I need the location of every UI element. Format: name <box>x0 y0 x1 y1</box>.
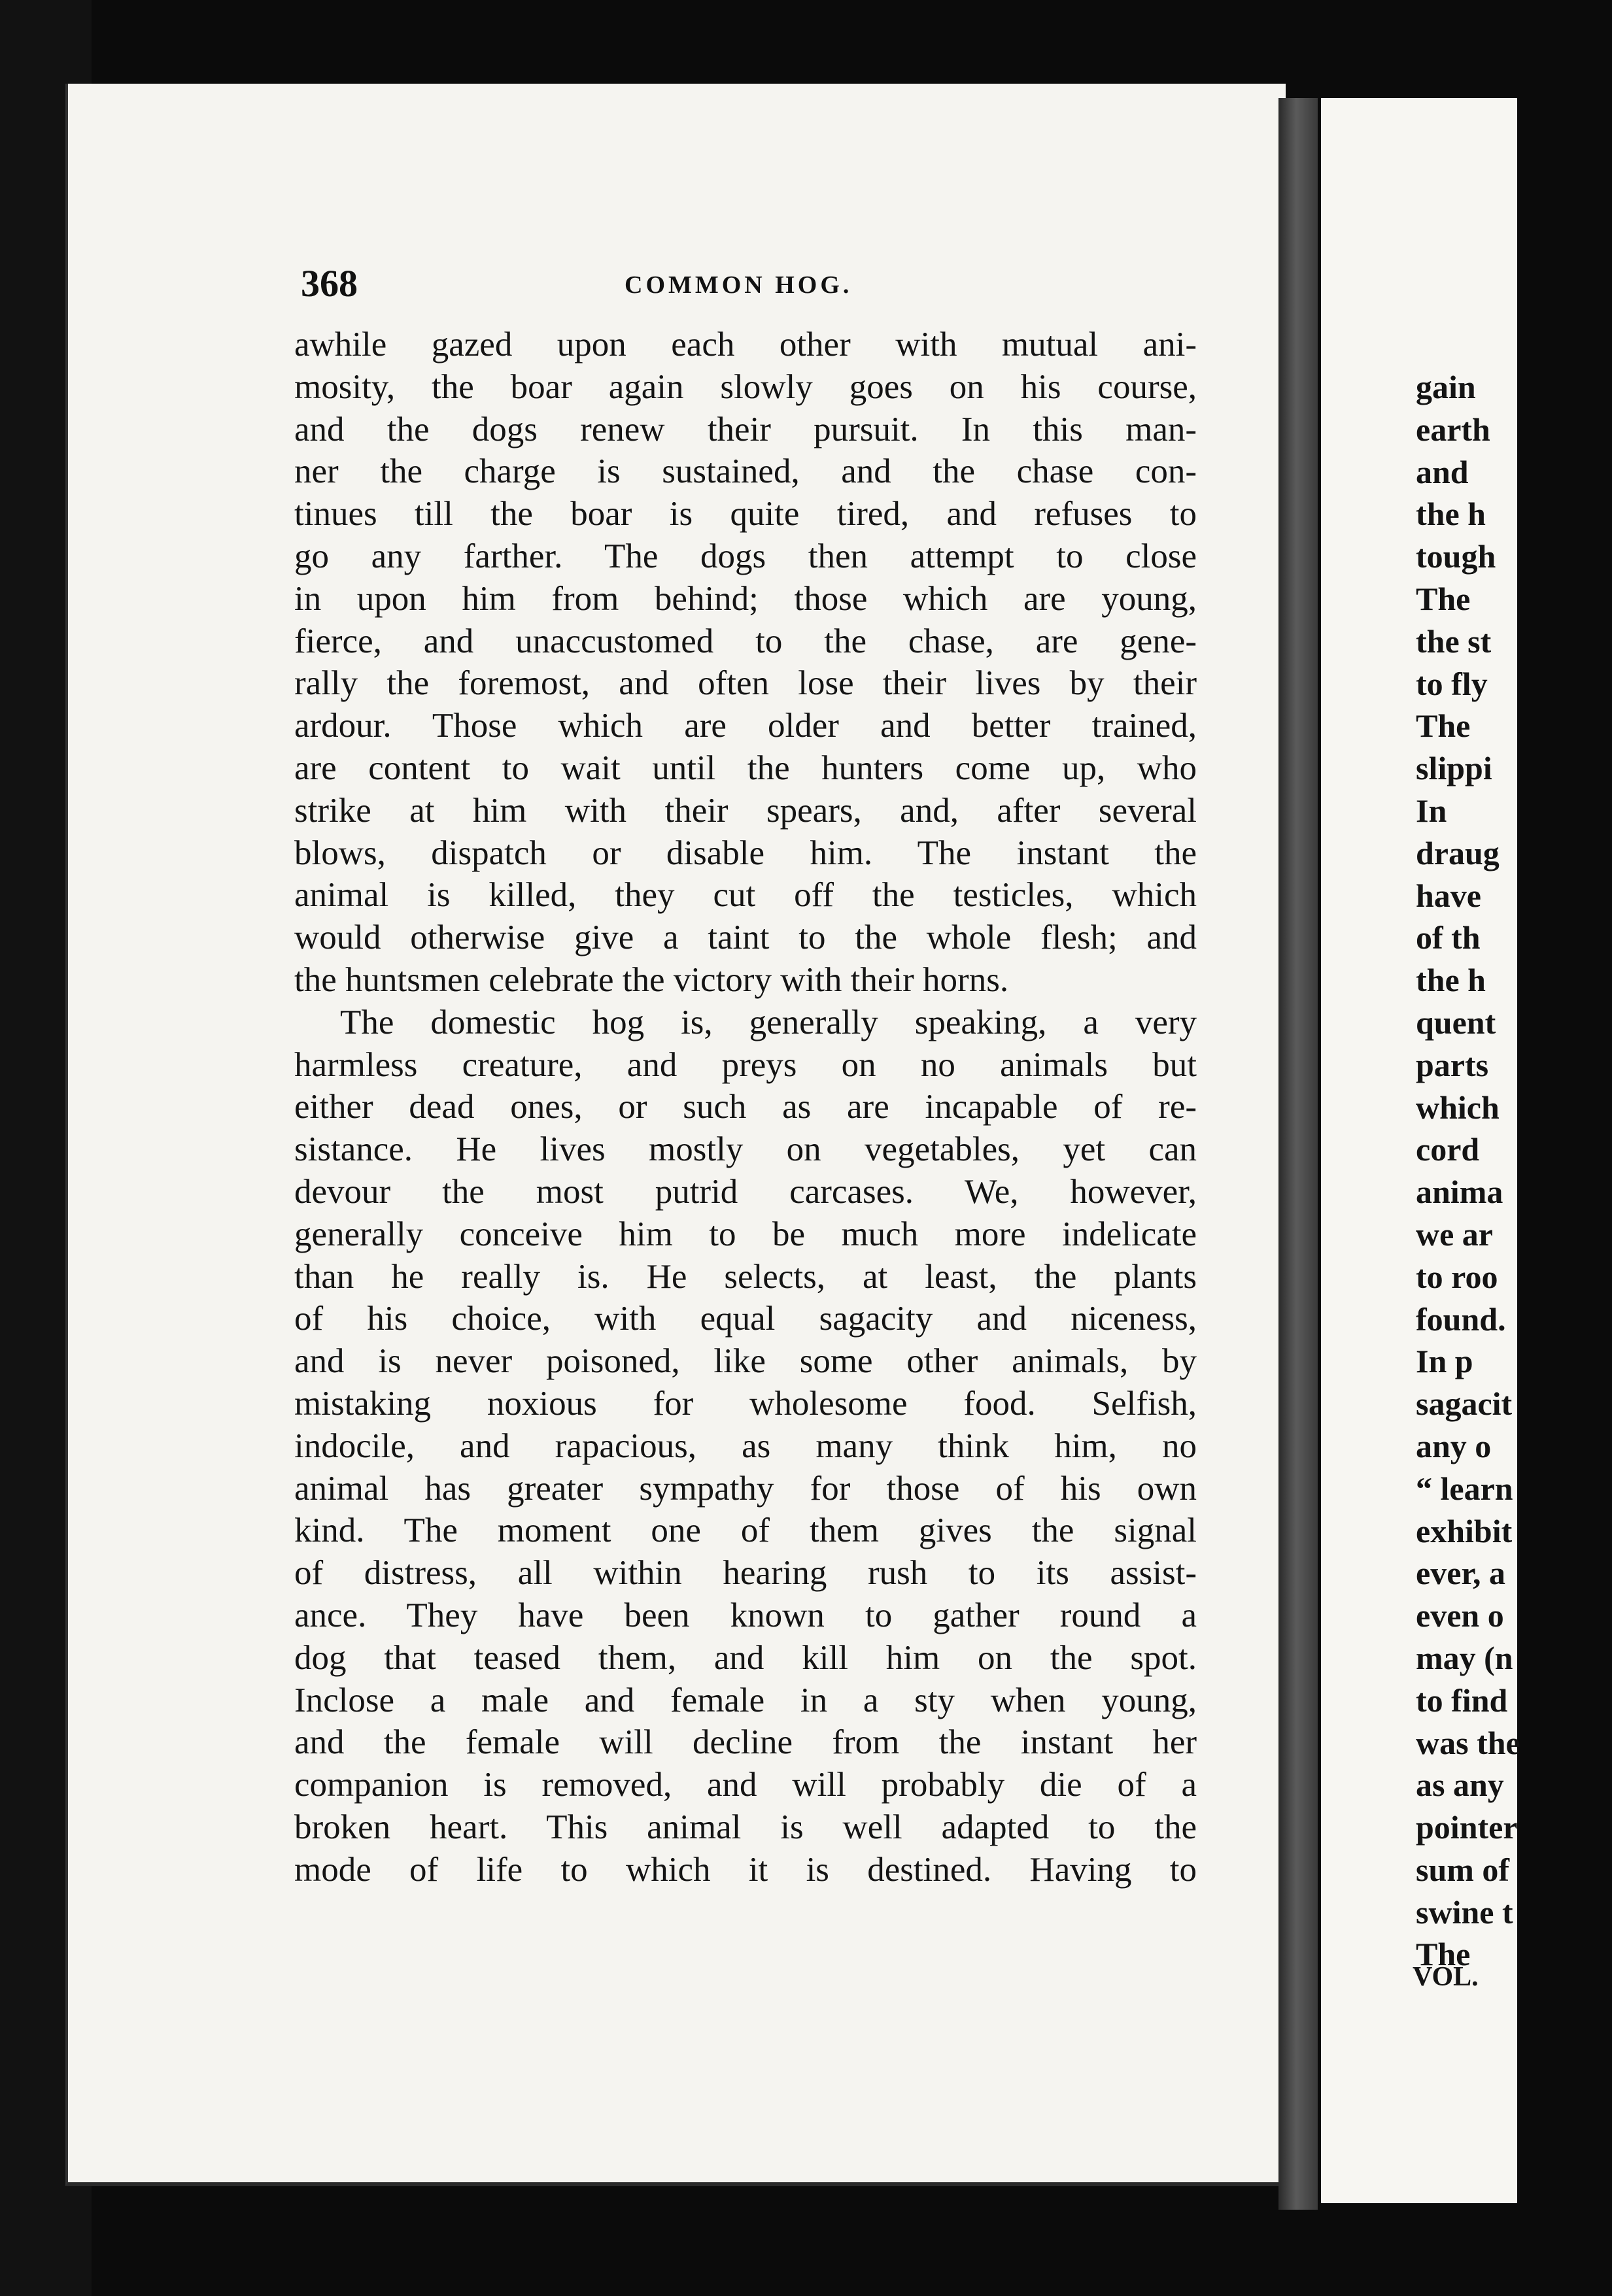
running-title: COMMON HOG. <box>625 271 853 299</box>
text-line: either dead ones, or such as are incapable of re- <box>294 1088 1197 1126</box>
text-line: the huntsmen celebrate the victory with their horns. <box>294 960 1009 999</box>
right-text-line: to fly <box>1416 665 1488 702</box>
text-line: are content to wait until the hunters come up, who <box>294 749 1197 787</box>
right-text-line: the st <box>1416 622 1492 660</box>
right-text-line: as any <box>1416 1766 1504 1804</box>
right-text-line: parts <box>1416 1046 1489 1083</box>
right-text-line: In p <box>1416 1343 1473 1380</box>
text-line: companion is removed, and will probably die of a <box>294 1766 1197 1804</box>
text-line: would otherwise give a taint to the whole flesh; and <box>294 919 1197 957</box>
right-text-line: even o <box>1416 1597 1504 1634</box>
text-line: tinues till the boar is quite tired, and refuses to <box>294 495 1197 533</box>
right-text-line: ever, a <box>1416 1555 1505 1592</box>
text-line: dog that teased them, and kill him on the spot. <box>294 1638 1197 1677</box>
text-line: ardour. Those which are older and better trained, <box>294 707 1197 745</box>
right-text-line: quent <box>1416 1004 1496 1041</box>
right-text-line: was the <box>1416 1724 1520 1761</box>
right-text-line: the h <box>1416 962 1486 999</box>
right-text-line: anima <box>1416 1173 1503 1211</box>
text-line: Inclose a male and female in a sty when young, <box>294 1681 1197 1719</box>
right-text-line: pointer <box>1416 1809 1518 1846</box>
right-text-line: slippi <box>1416 750 1492 787</box>
right-text-line: we ar <box>1416 1215 1493 1253</box>
right-text-line: gain <box>1416 369 1476 405</box>
text-line: of distress, all within hearing rush to its assist- <box>294 1554 1197 1593</box>
right-page-footer: VOL. <box>1413 1962 1479 1992</box>
body-text <box>294 324 1197 1891</box>
right-text-line: earth <box>1416 411 1490 448</box>
text-line: devour the most putrid carcases. We, however, <box>294 1172 1197 1211</box>
text-line: ance. They have been known to gather round a <box>294 1596 1197 1634</box>
right-text-line: and <box>1416 453 1469 490</box>
right-text-line: In <box>1416 792 1447 829</box>
page-number: 368 <box>301 262 358 305</box>
right-text-line: draug <box>1416 834 1500 871</box>
text-line: of his choice, with equal sagacity and niceness, <box>294 1300 1197 1338</box>
right-text-line: any o <box>1416 1427 1492 1464</box>
right-text-line: to find <box>1416 1681 1508 1719</box>
text-line: strike at him with their spears, and, after several <box>294 791 1197 830</box>
right-text-line: of th <box>1416 919 1481 956</box>
right-text-line: the h <box>1416 496 1486 533</box>
right-text-line: to roo <box>1416 1258 1498 1295</box>
text-line: The domestic hog is, generally speaking, a very <box>340 1003 1197 1041</box>
right-text-line: have <box>1416 877 1481 914</box>
right-text-line: “ learn <box>1416 1470 1513 1507</box>
text-line: animal is killed, they cut off the testicles, which <box>294 876 1197 915</box>
text-line: animal has greater sympathy for those of his own <box>294 1469 1197 1508</box>
right-text-line: tough <box>1416 538 1496 575</box>
right-text-line: The <box>1416 1936 1471 1973</box>
text-line: than he really is. He selects, at least, the plants <box>294 1257 1197 1296</box>
right-text-line: exhibit <box>1416 1512 1513 1549</box>
right-text-line: may (n <box>1416 1639 1513 1676</box>
text-line: go any farther. The dogs then attempt to close <box>294 537 1197 575</box>
text-line: blows, dispatch or disable him. The instant the <box>294 834 1197 872</box>
text-line: mistaking noxious for wholesome food. Selfish, <box>294 1384 1197 1423</box>
page-header <box>301 262 1190 314</box>
right-text-line: which <box>1416 1089 1500 1126</box>
text-line: fierce, and unaccustomed to the chase, are gene- <box>294 622 1197 660</box>
right-text-line: The <box>1416 707 1471 745</box>
text-line: rally the foremost, and often lose their lives by their <box>294 664 1197 703</box>
right-text-line: sagacit <box>1416 1385 1513 1423</box>
text-line: indocile, and rapacious, as many think him, no <box>294 1427 1197 1465</box>
text-line: broken heart. This animal is well adapted to the <box>294 1808 1197 1846</box>
book-gutter <box>1278 98 1318 2210</box>
text-line: awhile gazed upon each other with mutual ani- <box>294 326 1197 363</box>
text-line: ner the charge is sustained, and the chase con- <box>294 452 1197 491</box>
right-text-line: swine t <box>1416 1893 1513 1931</box>
text-line: sistance. He lives mostly on vegetables, yet can <box>294 1130 1197 1169</box>
text-line: kind. The moment one of them gives the signal <box>294 1511 1197 1550</box>
text-line: and is never poisoned, like some other animals, by <box>294 1342 1197 1381</box>
right-text-line: The <box>1416 580 1471 617</box>
right-page-text <box>1416 366 1612 1976</box>
text-line: in upon him from behind; those which are young, <box>294 579 1197 618</box>
text-line: mode of life to which it is destined. Having to <box>294 1850 1197 1889</box>
text-line: mosity, the boar again slowly goes on his course, <box>294 367 1197 406</box>
text-line: and the dogs renew their pursuit. In this man- <box>294 410 1197 448</box>
text-line: generally conceive him to be much more indelicate <box>294 1215 1197 1253</box>
right-text-line: sum of <box>1416 1851 1510 1888</box>
text-line: harmless creature, and preys on no animals but <box>294 1045 1197 1084</box>
right-text-line: cord <box>1416 1131 1480 1168</box>
text-line: and the female will decline from the instant her <box>294 1723 1197 1762</box>
right-text-line: found. <box>1416 1300 1506 1338</box>
